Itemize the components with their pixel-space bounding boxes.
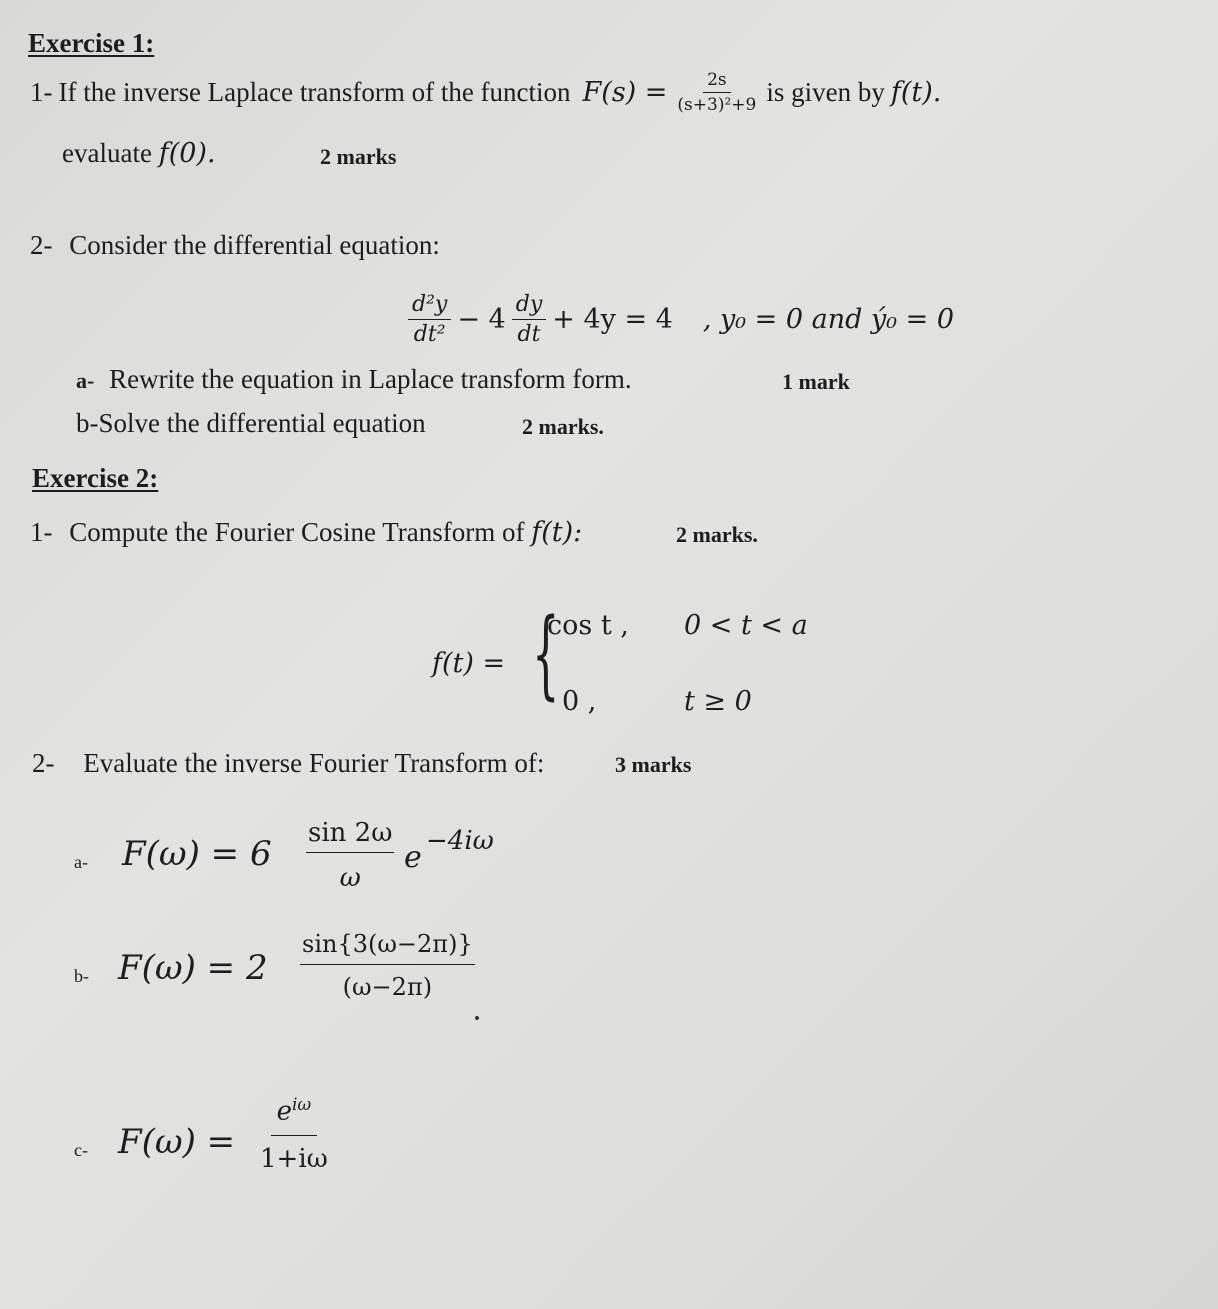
ex1-q1-fraction (673, 70, 760, 115)
ex1-q1-frac-den: (s+3)²+9 (677, 95, 757, 115)
ex2-q2-c-num-base: e (276, 1096, 293, 1127)
ex1-q2-eq-rest: + 4y = 4 (552, 304, 673, 335)
ex1-q2-eq-ic: , y₀ = 0 and ý₀ = 0 (702, 304, 955, 335)
ex1-q1-fs: F(s) = (582, 77, 668, 108)
ex1-q2-eq-frac1 (408, 292, 451, 347)
ex2-q2-a-den: ω (339, 863, 361, 893)
ex2-q1-case1-condition: 0 < t < a (684, 610, 808, 641)
ex2-q2-b-den: (ω−2π) (342, 973, 433, 1001)
ex1-q1-text-after: is given by (766, 77, 885, 107)
ex2-q2-marks: 3 marks (615, 752, 692, 777)
ex2-q1-text: Compute the Fourier Cosine Transform of (69, 517, 525, 547)
ex2-q2-c-num (271, 1094, 318, 1136)
ex2-q2-b-lhs: F(ω) = 2 (118, 948, 268, 988)
ex1-q2-number: 2- (30, 230, 53, 260)
stray-dot (475, 1016, 479, 1020)
ex2-q2-a-exponent: −4iω (426, 826, 494, 856)
ex1-q1-evaluate (62, 138, 216, 169)
ex1-q2-text: Consider the differential equation: (69, 230, 440, 260)
ex2-q2-a-fraction (306, 818, 394, 893)
ex2-q2-b-fraction (300, 930, 475, 1001)
ex2-q1-marks: 2 marks. (676, 522, 758, 547)
ex1-q2-a-label: a- (76, 368, 95, 393)
ex1-q1-f0: f(0). (158, 138, 216, 169)
ex2-q2-b-label: b- (74, 966, 89, 986)
ex2-q2-c-label: c- (74, 1140, 88, 1160)
ex2-q1-number: 1- (30, 517, 53, 547)
ex2-q2-a-num: sin 2ω (306, 818, 394, 853)
ex1-q1-frac-num: 2s (703, 70, 731, 93)
ex2-q2-a-label: a- (74, 852, 88, 872)
ex2-question-2 (32, 748, 544, 779)
ex1-q2-equation (408, 292, 954, 347)
ex2-q2-c-fraction (260, 1094, 328, 1174)
ex2-q2-c-num-exp: iω (292, 1094, 312, 1114)
ex2-q2-b-num: sin{3(ω−2π)} (300, 930, 475, 965)
ex1-q1-ft: f(t). (890, 77, 942, 108)
ex2-q2-c-den: 1+iω (260, 1143, 328, 1174)
ex1-q2-eq-minus4: − 4 (457, 304, 506, 335)
ex2-q1-case2-condition: t ≥ 0 (684, 686, 752, 717)
ex1-question-2 (30, 230, 440, 261)
ex2-q1-piecewise-lhs: f(t) = (432, 648, 506, 679)
ex1-q2-eq-frac2 (512, 292, 547, 347)
ex1-q2-a-marks: 1 mark (782, 369, 850, 394)
ex2-q2-a-exp-base: e (404, 840, 422, 875)
ex1-q1-number: 1- (30, 77, 53, 107)
ex2-question-1 (30, 517, 582, 548)
ex2-q2-c-lhs: F(ω) = (118, 1122, 236, 1162)
ex2-q1-brace-icon: { (532, 598, 560, 710)
ex2-q2-a-lhs: F(ω) = 6 (122, 834, 272, 874)
ex1-q2-b-text: Solve the differential equation (98, 408, 426, 438)
ex1-q2-eq-d2y: d²y (408, 292, 451, 320)
ex1-q1-text: If the inverse Laplace transform of the function (58, 77, 571, 107)
ex1-q1-marks: 2 marks (320, 144, 397, 169)
ex2-q2-number: 2- (32, 748, 55, 778)
exercise-1-heading: Exercise 1: (28, 28, 155, 58)
exercise-2-heading: Exercise 2: (32, 463, 159, 493)
ex2-q2-text: Evaluate the inverse Fourier Transform of: (83, 748, 545, 778)
ex1-q2-eq-dt: dt (517, 322, 541, 347)
ex1-q2-eq-dt2: dt² (413, 322, 446, 347)
ex1-q2-a-text: Rewrite the equation in Laplace transform form. (109, 364, 632, 394)
ex1-question-1 (30, 70, 941, 115)
ex1-q1-eval-text: evaluate (62, 138, 152, 168)
ex2-q1-ft: f(t): (531, 517, 583, 548)
ex1-q2-b-label: b- (76, 408, 99, 438)
ex2-q1-case1-value: cos t , (547, 610, 629, 641)
ex1-q2-part-b (76, 408, 426, 439)
ex2-q1-case2-value: 0 , (562, 686, 597, 717)
ex1-q2-part-a (76, 364, 632, 395)
ex1-q2-b-marks: 2 marks. (522, 414, 604, 439)
ex1-q2-eq-dy: dy (512, 292, 547, 320)
